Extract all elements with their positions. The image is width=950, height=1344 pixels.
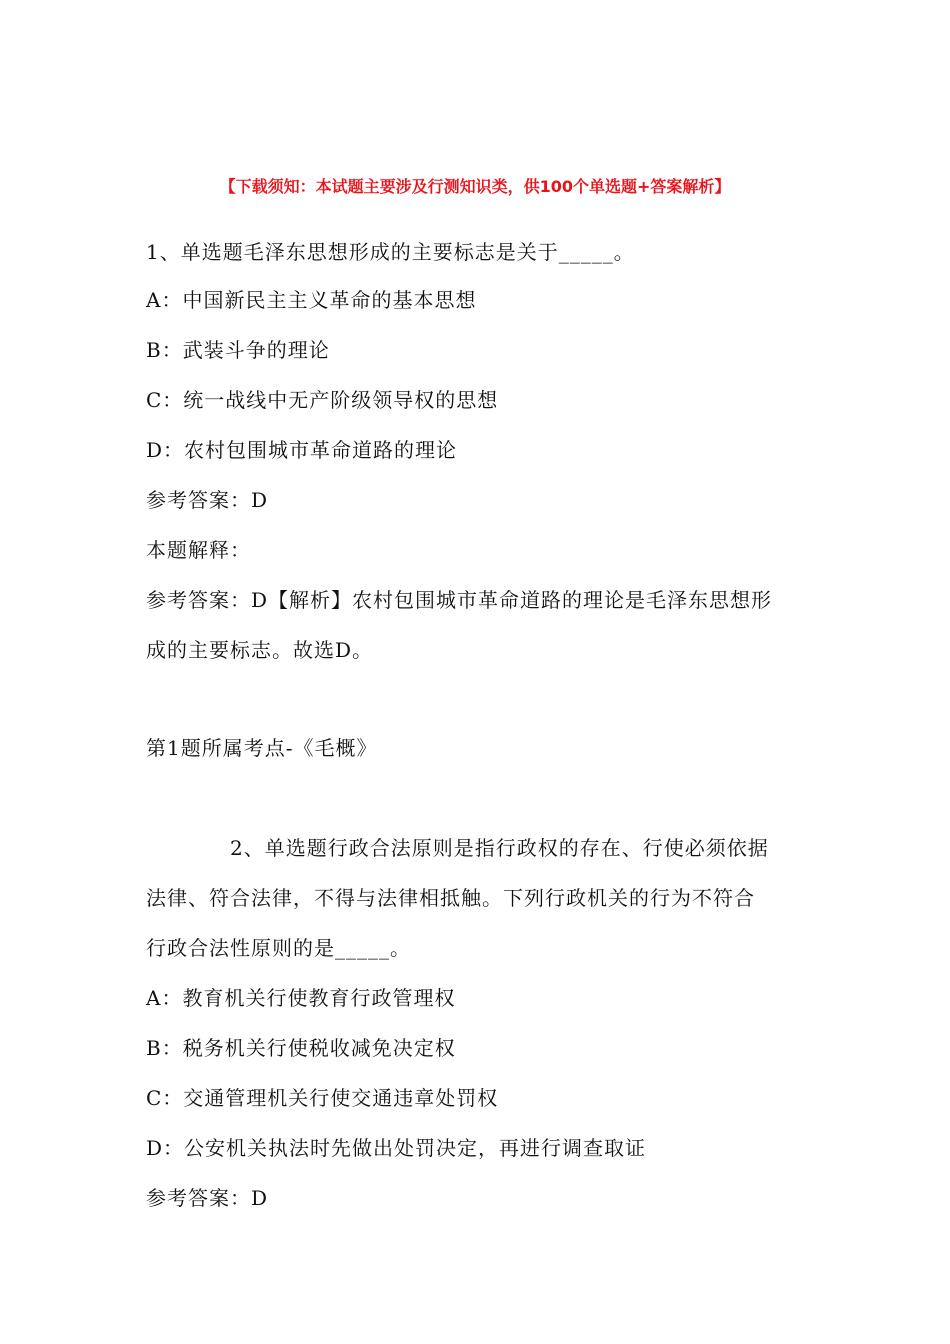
question-1-explanation-line-1: 参考答案：D【解析】农村包围城市革命道路的理论是毛泽东思想形	[146, 588, 773, 612]
question-2-option-a: A：教育机关行使教育行政管理权	[146, 986, 456, 1010]
question-1-explanation-line-2: 成的主要标志。故选D。	[146, 638, 374, 662]
question-2-stem-line-1: 2、单选题行政合法原则是指行政权的存在、行使必须依据	[230, 836, 769, 860]
question-1-option-d: D：农村包围城市革命道路的理论	[146, 438, 458, 462]
question-1-answer: 参考答案：D	[146, 488, 269, 512]
question-2-answer: 参考答案：D	[146, 1186, 269, 1210]
question-1-topic: 第1题所属考点-《毛概》	[146, 736, 378, 760]
question-2-option-d: D：公安机关执法时先做出处罚决定，再进行调查取证	[146, 1136, 647, 1160]
question-1-option-c: C：统一战线中无产阶级领导权的思想	[146, 388, 499, 412]
question-1-explanation-label: 本题解释：	[146, 538, 251, 562]
question-2-option-b: B：税务机关行使税收减免决定权	[146, 1036, 456, 1060]
question-1-stem: 1、单选题毛泽东思想形成的主要标志是关于_____。	[146, 240, 635, 264]
question-1-option-a: A：中国新民主主义革命的基本思想	[146, 288, 477, 312]
question-2-option-c: C：交通管理机关行使交通违章处罚权	[146, 1086, 499, 1110]
question-2-stem-line-3: 行政合法性原则的是_____。	[146, 936, 411, 960]
question-2-stem-line-2: 法律、符合法律，不得与法律相抵触。下列行政机关的行为不符合	[146, 886, 755, 910]
download-notice: 【下载须知：本试题主要涉及行测知识类，供100个单选题+答案解析】	[219, 177, 731, 196]
question-1-option-b: B：武装斗争的理论	[146, 338, 330, 362]
